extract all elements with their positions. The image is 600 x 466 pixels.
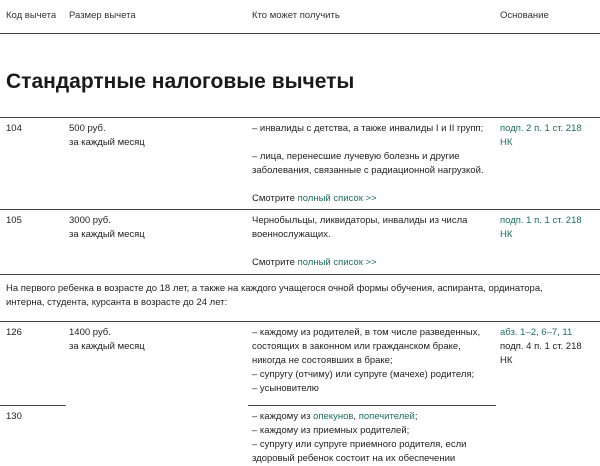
section-note [6,282,596,310]
header-divider [0,33,600,34]
who-line: – каждому из приемных родителей; [252,425,410,436]
row-105-code: 105 [6,215,22,226]
who-line: военнослужащих. [252,229,331,240]
amount-value: 1400 руб. [69,327,111,338]
who-line: состоящих в законном или гражданском браке, [252,341,461,352]
row-104-basis [500,122,596,150]
who-line [252,410,492,424]
guardians-link[interactable]: опекунов [313,411,354,422]
page-title: Стандартные налоговые вычеты [6,70,355,93]
row-105-basis [500,214,596,242]
note-line: На первого ребенка в возрасте до 18 лет, а также на каждого учащегося очной формы обучения, аспиранта, ординатора, [6,283,543,294]
row-divider [0,117,600,118]
basis-text: подп. 4 п. 1 ст. 218 [500,341,582,352]
row-126-who [252,326,492,396]
see-prefix: Смотрите [252,257,298,268]
note-line: интерна, студента, курсанта в возрасте до 24 лет: [6,297,228,308]
who-text: – каждому из [252,411,314,422]
basis-link[interactable]: подп. 1 п. 1 ст. 218 [500,215,582,226]
who-line: – усыновителю [252,383,319,394]
row-130-code: 130 [6,411,22,422]
row-126-code: 126 [6,327,22,338]
amount-period: за каждый месяц [69,137,145,148]
who-line: – инвалиды с детства, а также инвалиды I и II групп; [252,123,484,134]
row-130-who [252,410,492,466]
basis-link[interactable]: абз. 1–2, 6–7, 11 [500,327,573,338]
column-header-code: Код вычета [6,10,57,21]
amount-period: за каждый месяц [69,341,145,352]
row-104-code: 104 [6,123,22,134]
column-header-amount: Размер вычета [69,10,136,21]
who-line: – лица, перенесшие лучевую болезнь и другие [252,151,460,162]
row-126-basis [500,326,596,368]
who-line: – супругу (отчиму) или супруге (мачехе) родителя; [252,369,475,380]
row-105-who [252,214,492,270]
row-divider [0,209,600,210]
trustees-link[interactable]: попечителей [358,411,415,422]
basis-link[interactable]: НК [500,137,513,148]
full-list-link[interactable]: полный список >> [297,193,377,204]
who-line: здоровый ребенок состоит на их обеспечении [252,453,456,464]
full-list-link[interactable]: полный список >> [297,257,377,268]
who-text: , [353,411,359,422]
row-104-amount [69,122,239,150]
amount-value: 500 руб. [69,123,106,134]
who-text: ; [414,411,418,422]
column-header-who: Кто может получить [252,10,340,21]
column-header-basis: Основание [500,10,549,21]
cell-divider [0,405,66,406]
who-line: Чернобыльцы, ликвидаторы, инвалиды из числа [252,215,468,226]
see-prefix: Смотрите [252,193,298,204]
who-line: – супругу или супруге приемного родителя, если [252,439,467,450]
amount-period: за каждый месяц [69,229,145,240]
cell-divider [248,405,496,406]
who-line: заболевания, связанные с радиационной нагрузкой. [252,165,484,176]
row-divider [0,274,600,275]
row-104-who [252,122,492,206]
basis-link[interactable]: НК [500,229,513,240]
row-126-amount [69,326,239,354]
row-divider [0,321,600,322]
amount-value: 3000 руб. [69,215,111,226]
who-line: никогда не состоявших в браке; [252,355,393,366]
basis-text: НК [500,355,513,366]
who-line: – каждому из родителей, в том числе разведенных, [252,327,481,338]
basis-link[interactable]: подп. 2 п. 1 ст. 218 [500,123,582,134]
row-105-amount [69,214,239,242]
